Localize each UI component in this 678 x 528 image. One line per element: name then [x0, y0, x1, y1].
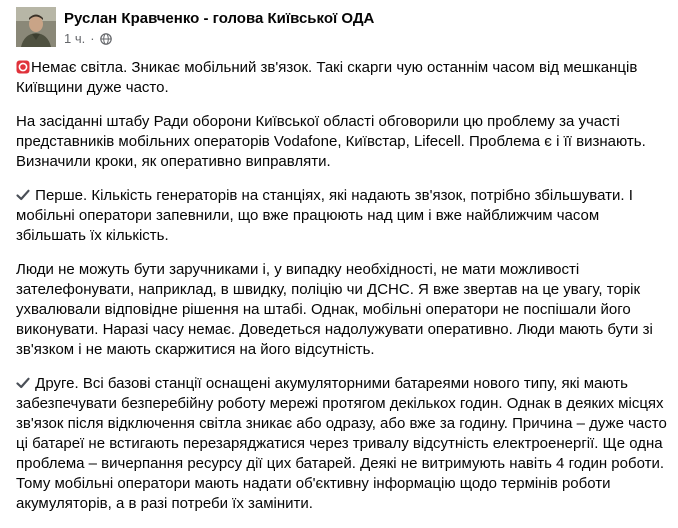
paragraph-line: виконувати. Наразі часу немає. Доведеться надолужувати оперативно. Люди мають бути зі — [16, 321, 653, 338]
meta-separator: · — [90, 31, 95, 46]
paragraph-line: Перше. Кількість генераторів на станціях, які надають зв'язок, потрібно збільшувати. І — [31, 187, 633, 204]
paragraph-line: Друге. Всі базові станції оснащені акумуляторними батареями нового типу, які мають — [31, 375, 628, 392]
paragraph-line: проблема – вичерпання ресурсу дії цих батарей. Деякі не витримують навіть 4 годин роботи. — [16, 455, 665, 472]
red-circle-icon — [16, 60, 30, 74]
post-paragraph — [16, 260, 666, 360]
post-paragraph — [16, 186, 666, 246]
check-mark-icon — [16, 188, 30, 202]
author-name[interactable]: Руслан Кравченко - голова Київської ОДА — [64, 10, 375, 27]
paragraph-line: зателефонувати, наприклад, в швидку, поліцію чи ДСНС. Я вже звертав на це увагу, торік — [16, 281, 641, 298]
paragraph-line: Визначили кроки, як оперативно виправляти. — [16, 153, 331, 170]
paragraph-line: Люди не можуть бути заручниками і, у випадку необхідності, не мати можливості — [16, 261, 580, 278]
paragraph-line: Тому мобільні оператори мають надати об'єктивну інформацію щодо термінів роботи — [16, 475, 611, 492]
paragraph-line: представників мобільних операторів Vodafone, Київстар, Lifecell. Проблема є і її визнають. — [16, 133, 646, 150]
paragraph-line: Київщини дуже часто. — [16, 79, 169, 96]
paragraph-line: забезпечувати безперебійну роботу мережі протягом декількох годин. Однак в деяких місцях — [16, 395, 664, 412]
check-mark-icon — [16, 376, 30, 390]
paragraph-line: збільшать їх кількість. — [16, 227, 169, 244]
globe-icon[interactable] — [100, 33, 112, 45]
author-avatar[interactable] — [16, 7, 56, 47]
post-paragraph — [16, 58, 666, 98]
paragraph-line: Немає світла. Зникає мобільний зв'язок. Такі скарги чую останнім часом від мешканців — [31, 59, 638, 76]
post-header — [16, 7, 656, 51]
post-time[interactable]: 1 ч. — [64, 31, 86, 46]
paragraph-line: На засіданні штабу Ради оборони Київської області обговорили цю проблему за участі — [16, 113, 620, 130]
paragraph-line: ухвалювали відповідне рішення на штабі. Однак, мобільні оператори не поспішали його — [16, 301, 631, 318]
post-paragraph — [16, 112, 666, 172]
post-meta — [64, 30, 112, 48]
post-body — [16, 58, 666, 528]
paragraph-line: ці батареї не встигають перезаряджатися через тривалу відсутність електроенергії. Ще одна — [16, 435, 663, 452]
paragraph-line: зв'язком і не мають скаржитися на його відсутність. — [16, 341, 375, 358]
paragraph-line: акумуляторів, а в разі потреби їх замінити. — [16, 495, 313, 512]
paragraph-line: зв'язок після відключення світла зникає або одразу, або вже за годину. Причина – дуже часто — [16, 415, 667, 432]
post-paragraph — [16, 374, 666, 514]
avatar-image — [16, 7, 56, 47]
paragraph-line: мобільні оператори запевнили, що вже працюють над цим і вже найближчим часом — [16, 207, 600, 224]
